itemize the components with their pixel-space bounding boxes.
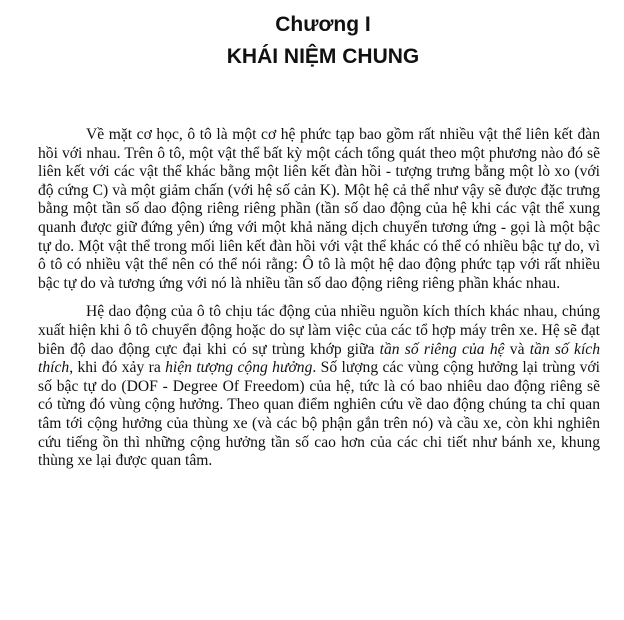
paragraph-vehicle-mechanics: Về mặt cơ học, ô tô là một cơ hệ phức tạp bao gồm rất nhiều vật thể liên kết đàn hồi với nhau. Trên ô tô, một vật thể bất kỳ một cách tổng quát theo một phương nào đó sẽ liên kết với các vật thể khác bằng một liên kết đàn hồi - tượng trưng bằng một lò xo (với độ cứng C) và một giảm chấn (với hệ số cản K). Một hệ cả thể như vậy sẽ được đặc trưng bằng một tần số dao động riêng riêng phần (tần số dao động của hệ khi các vật thể xung quanh được giữ đứng yên) ứng với một khả năng dịch chuyển tương ứng - gọi là một bậc tự do. Một vật thể trong mối liên kết đàn hồi với vật thể khác có thể có nhiều bậc tự do, vì ô tô có nhiều vật thể nên có thể nói rằng: Ô tô là một hệ dao động phức tạp với rất nhiều bậc tự do và tương ứng với nó là nhiều tần số dao động riêng riêng phần khác nhau. [38,126,600,292]
chapter-number: Chương I [275,13,371,36]
paragraph-text-segment: . Số lượng các vùng cộng hưởng lại trùng với số bậc tự do (DOF - Degree Of Freedom) của hệ, tức là có bao nhiêu dao động riêng sẽ có từng đó vùng cộng hưởng. Theo quan điểm nghiên cứu về dao động chúng ta chỉ quan tâm tới cộng hưởng của thùng xe (và các bộ phận gắn trên nó) và cầu xe, còn khi nghiên cứu tiếng ồn thì những cộng hưởng tần số cao hơn của các chi tiết như bánh xe, khung thùng xe lại được quan tâm. [38,359,600,470]
italic-term-resonance: hiện tượng cộng hưởng [165,359,313,377]
italic-term-natural-frequency: tần số riêng của hệ [379,340,505,358]
paragraph-text-segment: Hệ dao động của ô tô chịu tác động của nhiều nguồn kích thích khác nhau, chúng xuất hiện khi ô tô chuyển động hoặc do sự làm việc của các tổ hợp máy trên xe. Hệ sẽ đạt biên độ dao động cực đại khi có sự trùng khớp giữa [38,303,600,358]
paragraph-resonance [38,303,600,470]
paragraph-text-segment: và [504,340,530,358]
italic-term-excitation-frequency: tần số kích thích [38,340,600,377]
chapter-title: KHÁI NIỆM CHUNG [226,45,420,68]
paragraph-text-segment: , khi đó xảy ra [69,359,166,377]
